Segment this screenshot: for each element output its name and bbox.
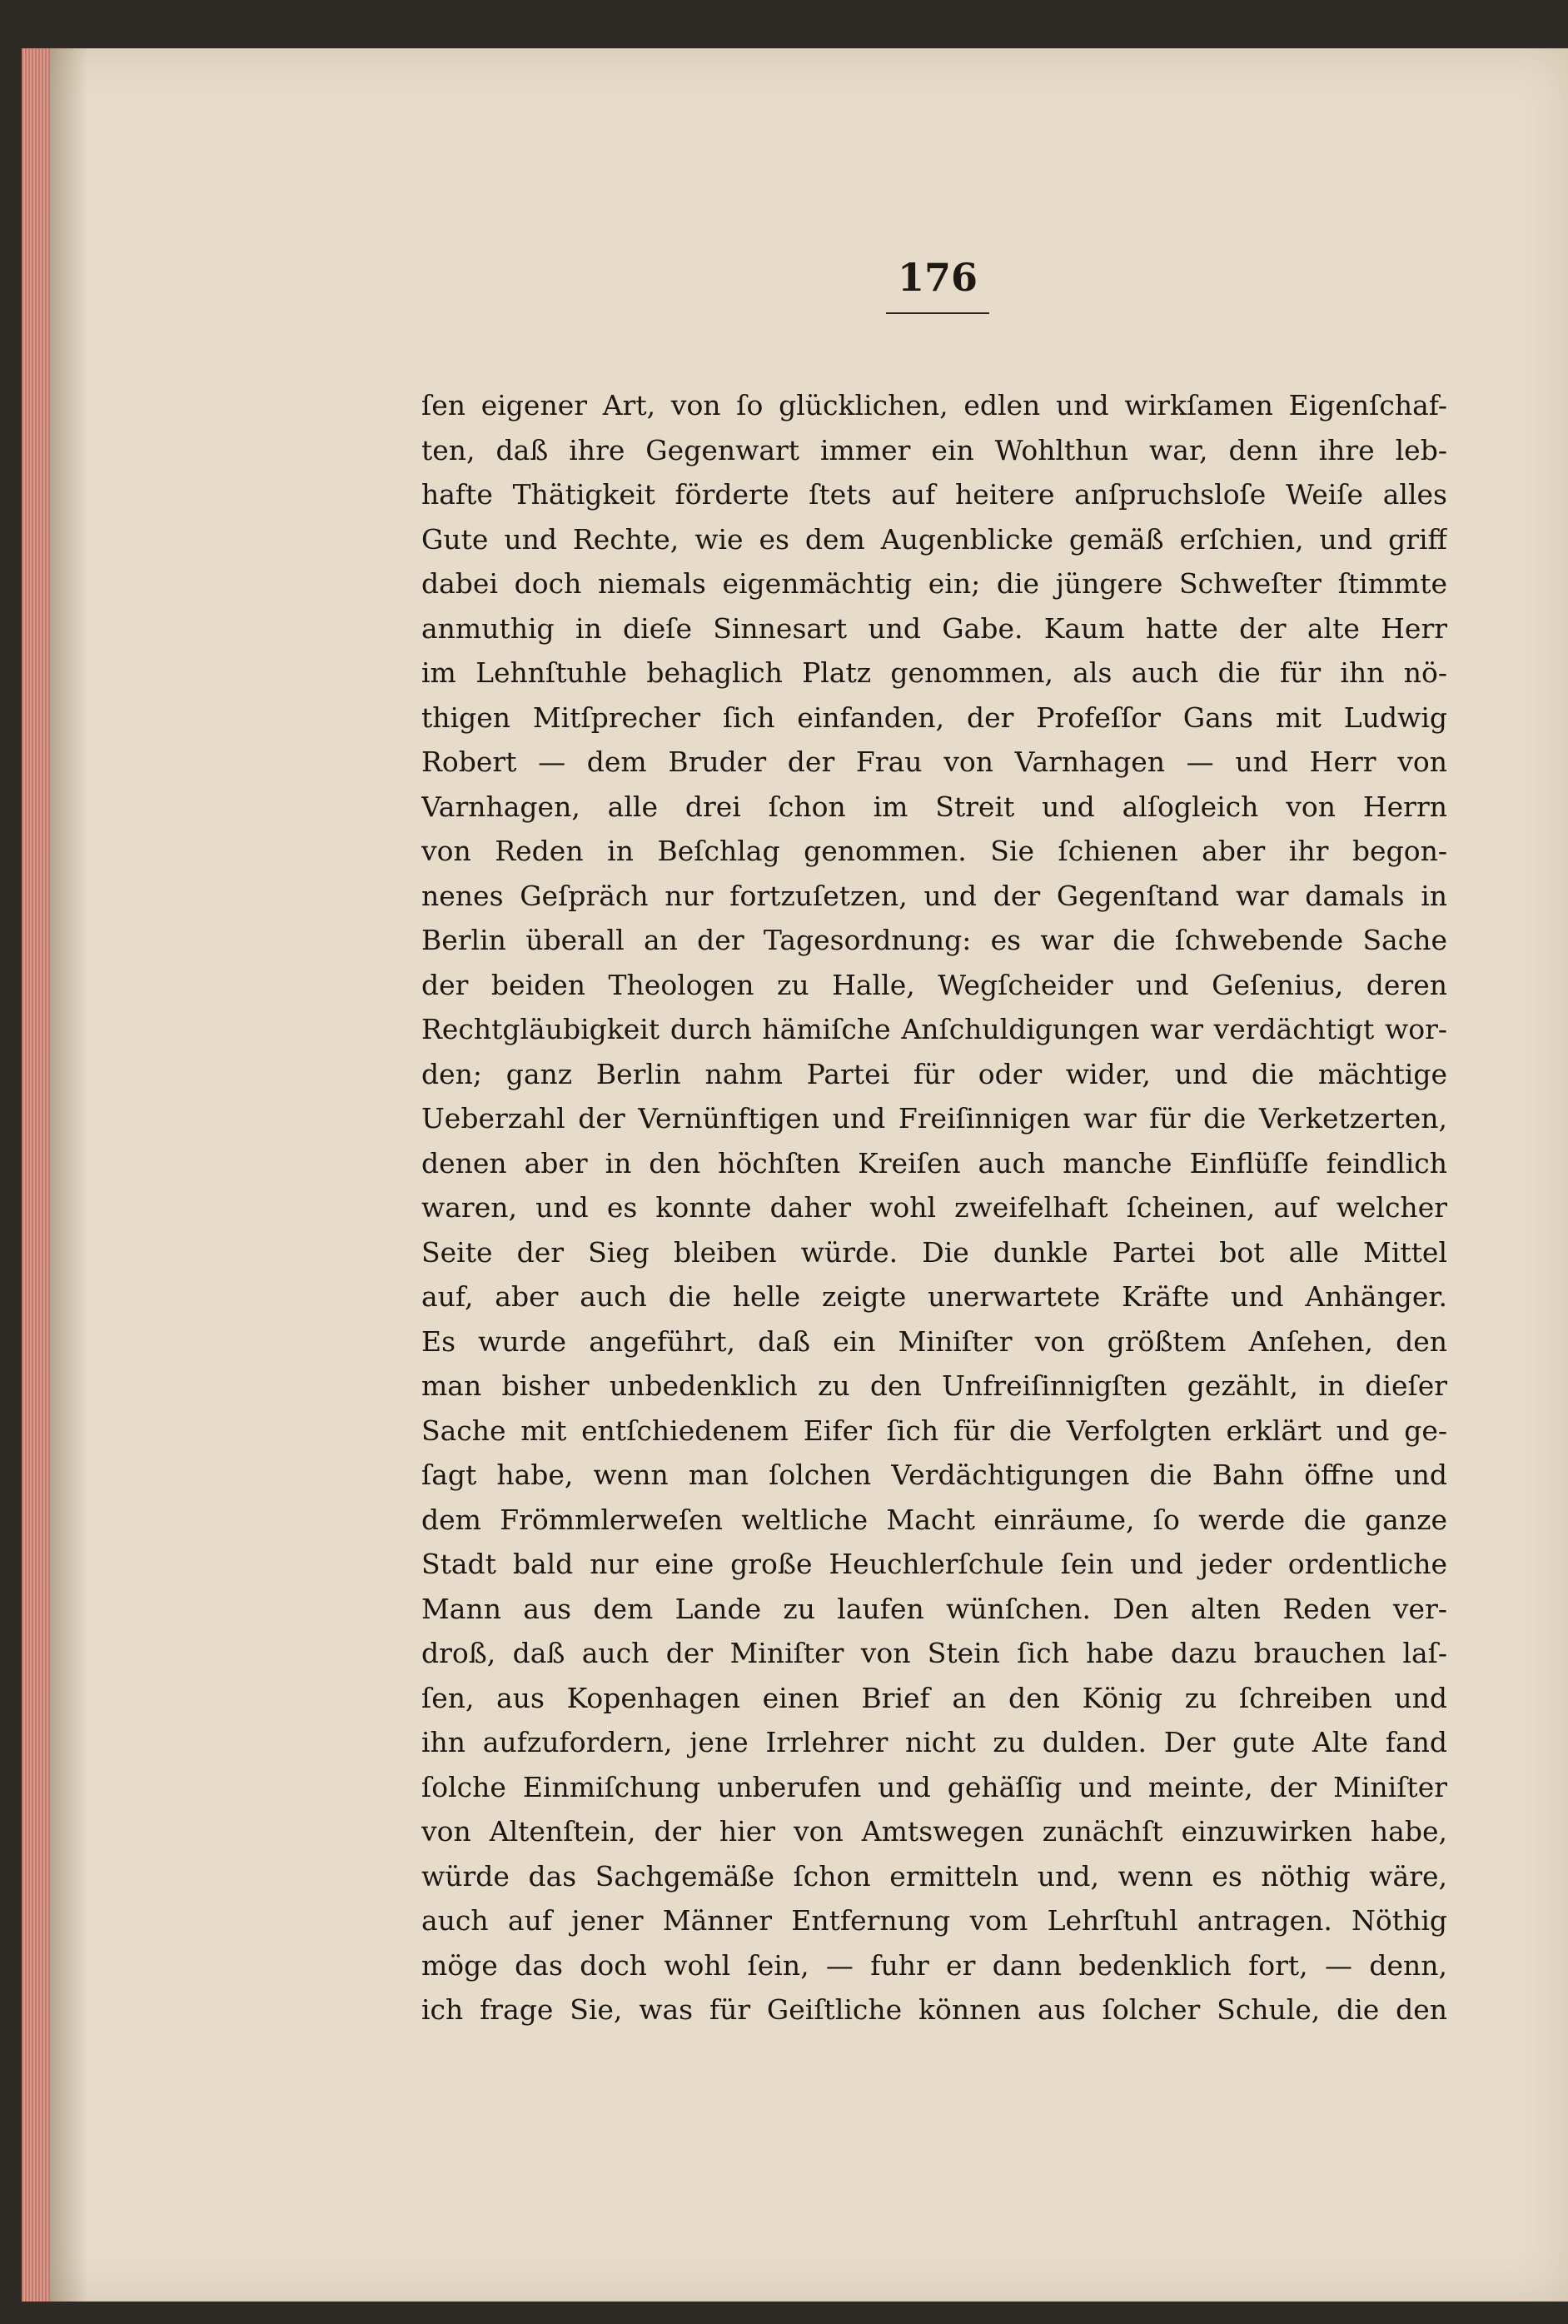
page-number-text: 176 xyxy=(897,255,978,300)
text-line: den; ganz Berlin nahm Partei für oder wider, und die mächtige xyxy=(421,1057,1447,1090)
text-line: waren, und es konnte daher wohl zweifelhaft ſcheinen, auf welcher xyxy=(421,1191,1447,1224)
text-line: denen aber in den höchſten Kreiſen auch manche Einflüſſe feindlich xyxy=(421,1146,1447,1179)
page-edge-red xyxy=(22,48,50,2302)
text-line: Varnhagen, alle drei ſchon im Streit und alſogleich von Herrn xyxy=(421,790,1447,823)
page-number-rule xyxy=(886,312,989,314)
text-line: Ueberzahl der Vernünftigen und Freiſinnigen war für die Verketzerten, xyxy=(421,1102,1447,1135)
text-line: von Altenſtein, der hier von Amtswegen zunächſt einzuwirken habe, xyxy=(421,1815,1447,1848)
text-line: hafte Thätigkeit förderte ſtets auf heitere anſpruchsloſe Weiſe alles xyxy=(421,478,1447,511)
text-line: man bisher unbedenklich zu den Unfreiſinnigſten gezählt, in dieſer xyxy=(421,1369,1447,1402)
text-line: auch auf jener Männer Entfernung vom Lehrſtuhl antragen. Nöthig xyxy=(421,1904,1447,1937)
text-line: droß, daß auch der Miniſter von Stein ſich habe dazu brauchen laſ- xyxy=(421,1637,1447,1669)
text-line: Berlin überall an der Tagesordnung: es war die ſchwebende Sache xyxy=(421,924,1447,956)
text-line: Robert — dem Bruder der Frau von Varnhagen — und Herr von xyxy=(421,746,1447,778)
page-number xyxy=(854,252,1021,326)
text-line: dabei doch niemals eigenmächtig ein; die jüngere Schweſter ſtimmte xyxy=(421,567,1447,600)
text-line: ich frage Sie, was für Geiſtliche können aus ſolcher Schule, die den xyxy=(421,1993,1447,2026)
text-line: von Reden in Beſchlag genommen. Sie ſchienen aber ihr begon- xyxy=(421,835,1447,867)
text-line: der beiden Theologen zu Halle, Wegſcheider und Geſenius, deren xyxy=(421,968,1447,1001)
text-line: möge das doch wohl ſein, — fuhr er dann bedenklich fort, — denn, xyxy=(421,1948,1447,1982)
text-line: im Lehnſtuhle behaglich Platz genommen, als auch die für ihn nö- xyxy=(421,656,1447,689)
text-line: würde das Sachgemäße ſchon ermitteln und, wenn es nöthig wäre, xyxy=(421,1859,1447,1893)
text-line: Mann aus dem Lande zu laufen wünſchen. Den alten Reden ver- xyxy=(421,1592,1447,1625)
text-line: ſagt habe, wenn man ſolchen Verdächtigungen die Bahn öffne und xyxy=(421,1459,1447,1491)
text-line: ſolche Einmiſchung unberufen und gehäſſig und meinte, der Miniſter xyxy=(421,1770,1447,1803)
text-line: ten, daß ihre Gegenwart immer ein Wohlthun war, denn ihre leb- xyxy=(421,433,1447,466)
text-line: Rechtgläubigkeit durch hämiſche Anſchuldigungen war verdächtigt wor- xyxy=(421,1013,1447,1045)
text-line: Gute und Rechte, wie es dem Augenblicke gemäß erſchien, und griff xyxy=(421,522,1447,556)
text-line: thigen Mitſprecher ſich einfanden, der Profeſſor Gans mit Ludwig xyxy=(421,701,1447,734)
text-line: Seite der Sieg bleiben würde. Die dunkle Partei bot alle Mittel xyxy=(421,1235,1447,1269)
text-line: Es wurde angeführt, daß ein Miniſter von größtem Anſehen, den xyxy=(421,1324,1447,1358)
text-line: auf, aber auch die helle zeigte unerwartete Kräfte und Anhänger. xyxy=(421,1280,1447,1313)
text-line: nenes Geſpräch nur fortzuſetzen, und der Gegenſtand war damals in xyxy=(421,879,1447,912)
text-line: ſen, aus Kopenhagen einen Brief an den König zu ſchreiben und xyxy=(421,1681,1447,1714)
body-text xyxy=(421,383,1447,2032)
text-line: ſen eigener Art, von ſo glücklichen, edlen und wirkſamen Eigenſchaf- xyxy=(421,389,1447,421)
book-page xyxy=(22,48,1568,2302)
text-line: Sache mit entſchiedenem Eifer ſich für die Verfolgten erklärt und ge- xyxy=(421,1414,1447,1447)
text-line: Stadt bald nur eine große Heuchlerſchule ſein und jeder ordentliche xyxy=(421,1548,1447,1580)
text-line: anmuthig in dieſe Sinnesart und Gabe. Kaum hatte der alte Herr xyxy=(421,611,1447,645)
text-line: dem Frömmlerweſen weltliche Macht einräume, ſo werde die ganze xyxy=(421,1503,1447,1536)
text-line: ihn aufzufordern, jene Irrlehrer nicht zu dulden. Der gute Alte fand xyxy=(421,1726,1447,1758)
gutter-shadow xyxy=(50,48,88,2302)
